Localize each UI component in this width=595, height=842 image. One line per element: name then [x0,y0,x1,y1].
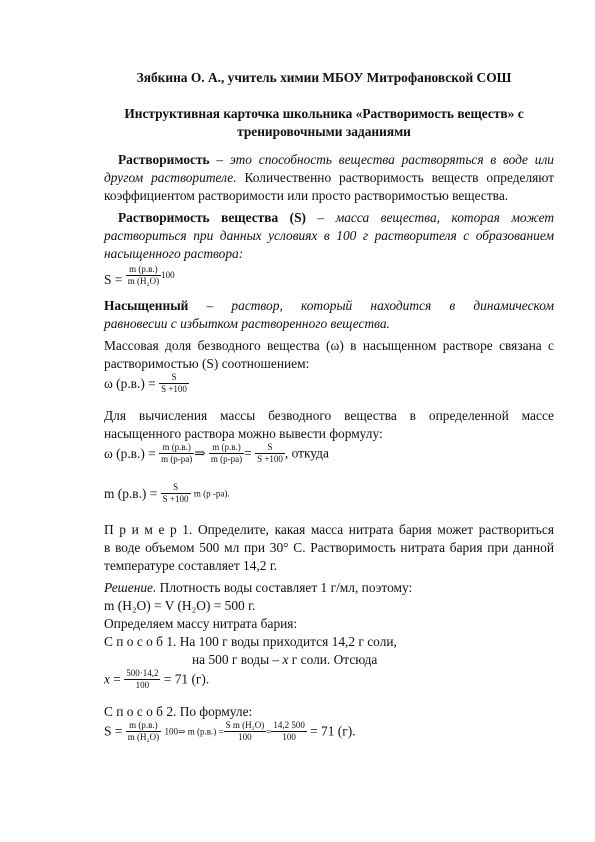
formula3-lhs: ω (р.в.) = [104,445,156,461]
way1-label: С п о с о б 1. [104,634,177,649]
solution-line-3: Определяем массу нитрата бария: [104,616,298,631]
formula6-eq: = [266,726,272,737]
formula3-arrow: ⇒ [194,445,206,461]
formula5-eq: = [109,671,121,687]
formula6-f3-num: 14,2 500 [273,720,305,730]
formula6-f1-den: m (H₂O) [127,732,160,742]
p1-def-b: другом растворителе. [104,170,237,185]
example-label: П р и м е р 1. [104,522,193,537]
formula4-fraction [161,482,191,505]
formula4-tail: m (р -ра). [193,488,230,499]
formula4-den: S +100 [162,494,189,504]
formula5-fraction [124,668,160,691]
p1-line-2 [104,170,554,186]
p1-rest-b: Количественно растворимость веществ определяют [236,170,554,185]
formula2-num: S [171,372,177,382]
example-line-2: в воде объемом 500 мл при 30° С. Растворимость нитрата бария при данной [104,540,554,555]
solution-label: Решение. [104,580,157,595]
way1-line-2-tail: г соли. Отсюда [288,652,378,667]
way2-label: С п о с о б 2. [104,704,177,719]
formula6-mid: 100⇒ m (р.в.) = [164,726,224,737]
solution-line-1 [104,580,554,596]
formula2-den: S +100 [161,384,187,394]
formula-mass [104,482,230,505]
example-line-1-text: Определите, какая масса нитрата бария может раствориться [192,522,554,537]
formula4-lhs: m (р.в.) = [104,485,158,501]
p5-line-1: Для вычисления массы безводного вещества в определенной массе [104,408,554,423]
p1-dash: – [209,152,230,167]
example-line-1 [104,522,554,538]
p5-line-2: насыщенного раствора можно вывести формулу: [104,426,383,441]
way1-text: На 100 г воды приходится 14,2 г соли, [176,634,397,649]
formula3-fraction-2 [209,442,244,465]
formula6-f3-den: 100 [271,731,307,743]
formula5-den: 100 [124,679,160,691]
formula3-fraction-1 [159,442,194,465]
p1-line-3: коэффициентом растворимости или просто растворимостью вещества. [104,188,509,203]
formula3-f2-den: m (р-ра) [210,454,243,464]
formula6-fraction-1 [126,720,161,743]
p4-line-1: Массовая доля безводного вещества (ω) в насыщенном растворе связана с [104,338,554,353]
way1-line-2 [192,652,595,668]
p3-line-1 [104,298,554,314]
p3-dash: – [188,298,232,313]
way1-line-1 [104,634,554,650]
formula3-f3-den: S +100 [257,454,283,464]
formula3-tail: , откуда [284,445,329,461]
formula3-fraction-3 [255,442,285,465]
p4-line-2: растворимостью (S) соотношением: [104,356,310,371]
formula-calc-s [104,720,356,743]
formula1-num: m (р.в.) [129,263,158,274]
formula6-f1-num: m (р.в.) [129,720,158,730]
p2-term: Растворимость вещества (S) [118,210,307,225]
formula-derivation [104,442,329,465]
way1-line-2-text: на 500 г воды – [192,652,283,667]
formula6-fraction-2 [224,720,267,743]
formula3-f2-num: m (р.в.) [212,442,241,452]
formula6-fraction-3 [271,720,307,743]
p2-line-1 [104,210,554,226]
p3-def-a: раствор, который находится в динамическом [231,298,555,313]
formula2-fraction [159,372,189,395]
p1-line-1 [104,152,554,168]
title-line-1: Инструктивная карточка школьника «Растворимость веществ» с [124,106,524,121]
p1-term: Растворимость [118,152,210,167]
formula5-tail: = 71 (г). [160,671,210,687]
formula6-f2-den: 100 [224,731,267,743]
p2-def-a: масса вещества, которая может [335,210,555,225]
formula1-lhs: S = [104,272,123,287]
formula6-lhs: S = [104,723,123,739]
way2-text: По формуле: [176,704,253,719]
p2-dash: – [306,210,336,225]
way1-x: x [282,652,289,667]
solution-line-2: m (H₂O) = V (H₂O) = 500 г. [104,598,256,613]
title-line-2: тренировочными заданиями [237,124,411,139]
formula-calc-x [104,668,209,691]
formula2-lhs: ω (р.в.) = [104,375,156,391]
solution-line-1-text: Плотность воды составляет 1 г/мл, поэтому: [156,580,413,595]
formula3-f1-den: m (р-ра) [161,454,193,464]
formula3-f3-num: S [267,442,273,452]
formula3-eq: = [244,445,252,461]
p3-line-2: равновесии с избытком растворенного вещества. [104,316,390,331]
way2-line [104,704,554,720]
author-line: Зябкина О. А., учитель химии МБОУ Митрофановской СОШ [136,70,512,85]
formula4-num: S [173,482,179,492]
formula5-num: 500·14,2 [126,668,159,678]
example-line-3: температуре составляет 14,2 г. [104,558,278,573]
p2-line-2: раствориться при данных условиях в 100 г растворителя с образованием [104,228,554,243]
formula-mass-fraction [104,372,189,395]
formula6-tail: = 71 (г). [306,723,356,739]
formula3-f1-num: m (р.в.) [162,442,191,452]
formula-solubility [104,262,175,288]
formula1-fraction [126,264,161,287]
formula1-tail: 100 [161,270,175,281]
p3-term: Насыщенный [104,298,189,313]
formula1-den: m (H₂O) [127,275,160,286]
p2-line-3: насыщенного раствора: [104,246,244,261]
p1-def-a: это способность вещества растворяться в воде или [229,152,555,167]
formula5-lhs: x [104,671,110,687]
formula6-f2-num: S m (H₂O) [225,720,265,730]
